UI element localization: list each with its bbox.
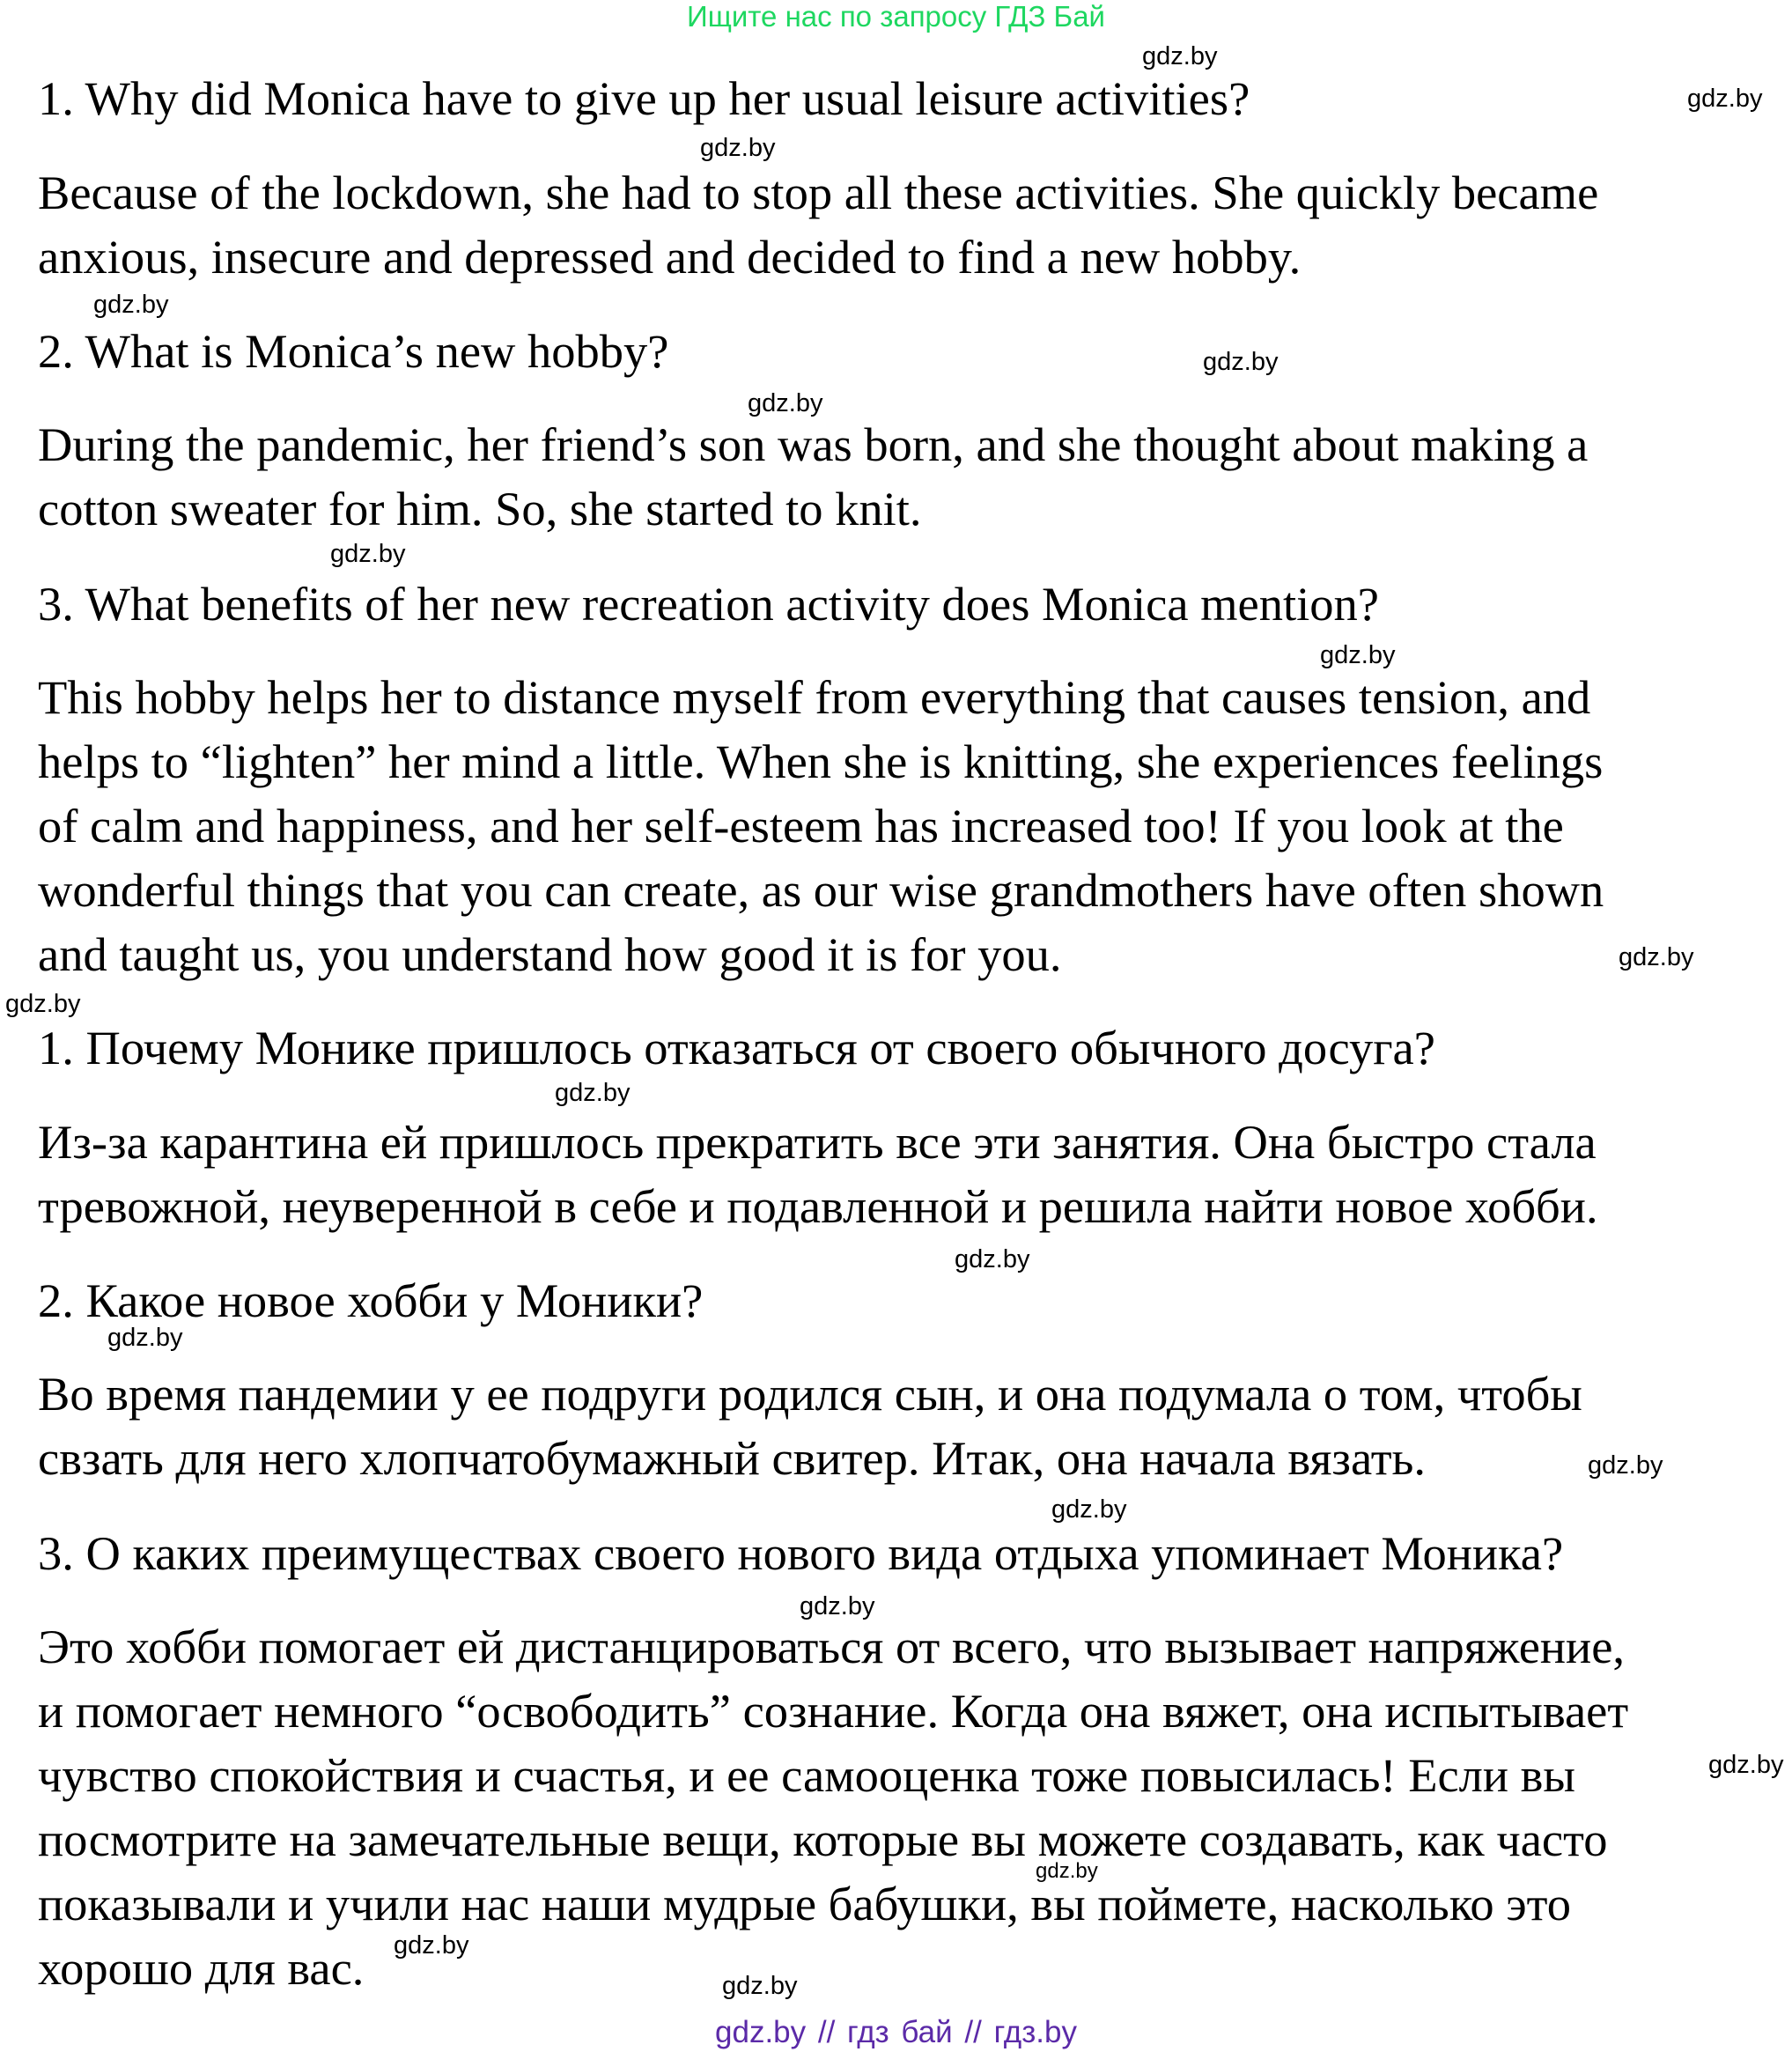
question-1-ru: 1. Почему Монике пришлось отказаться от своего обычного досуга? xyxy=(38,1021,1435,1074)
watermark: gdz.by xyxy=(93,291,169,319)
watermark: gdz.by xyxy=(1687,85,1763,113)
answer-3-ru-line-5: показывали и учили нас наши мудрые бабушки, вы поймете, насколько это xyxy=(38,1877,1572,1930)
watermark: gdz.by xyxy=(748,389,823,417)
answer-1-ru-line-1: Из-за карантина ей пришлось прекратить все эти занятия. Она быстро стала xyxy=(38,1115,1597,1169)
answer-3-en-line-3: of calm and happiness, and her self-esteem has increased too! If you look at the xyxy=(38,799,1564,853)
answer-2-en-line-2: cotton sweater for him. So, she started to knit. xyxy=(38,482,922,535)
watermark: gdz.by xyxy=(394,1931,469,1960)
answer-3-en-line-1: This hobby helps her to distance myself from everything that causes tension, and xyxy=(38,670,1591,724)
question-2-ru: 2. Какое новое хобби у Моники? xyxy=(38,1273,704,1327)
watermark: gdz.by xyxy=(5,990,81,1018)
watermark: gdz.by xyxy=(1051,1495,1127,1524)
answer-2-ru-line-2: свзать для него хлопчатобумажный свитер. Итак, она начала вязать. xyxy=(38,1431,1427,1485)
site-banner: Ищите нас по запросу ГДЗ Бай xyxy=(687,0,1105,33)
footer-links: gdz.by // гдз бай // гдз.by xyxy=(715,2015,1077,2049)
watermark: gdz.by xyxy=(955,1245,1030,1273)
watermark: gdz.by xyxy=(1708,1751,1784,1779)
watermark: gdz.by xyxy=(107,1324,183,1352)
answer-3-en-line-5: and taught us, you understand how good it is for you. xyxy=(38,927,1062,981)
watermark: gdz.by xyxy=(1142,42,1218,70)
watermark: gdz.by xyxy=(700,134,776,162)
answer-3-en-line-4: wonderful things that you can create, as our wise grandmothers have often shown xyxy=(38,863,1604,917)
watermark: gdz.by xyxy=(1203,348,1279,376)
answer-2-ru-line-1: Во время пандемии у ее подруги родился сын, и она подумала о том, чтобы xyxy=(38,1367,1582,1421)
answer-2-en-line-1: During the pandemic, her friend’s son was born, and she thought about making a xyxy=(38,417,1589,471)
answer-3-ru-line-4: посмотрите на замечательные вещи, которые вы можете создавать, как часто xyxy=(38,1812,1608,1866)
answer-3-en-line-2: helps to “lighten” her mind a little. When she is knitting, she experiences feelings xyxy=(38,734,1604,788)
watermark: gdz.by xyxy=(800,1592,875,1620)
answer-1-en-line-2: anxious, insecure and depressed and decided to find a new hobby. xyxy=(38,230,1302,284)
answer-3-ru-line-1: Это хобби помогает ей дистанцироваться от всего, что вызывает напряжение, xyxy=(38,1620,1626,1673)
watermark: gdz.by xyxy=(1588,1451,1663,1480)
answer-3-ru-line-2: и помогает немного “освободить” сознание. Когда она вяжет, она испытывает xyxy=(38,1684,1629,1738)
watermark: gdz.by xyxy=(1619,943,1694,971)
answer-1-ru-line-2: тревожной, неуверенной в себе и подавленной и решила найти новое хобби. xyxy=(38,1179,1598,1233)
answer-3-ru-line-6: хорошо для вас. xyxy=(38,1941,365,1995)
question-1-en: 1. Why did Monica have to give up her usual leisure activities? xyxy=(38,71,1250,125)
question-3-en: 3. What benefits of her new recreation activity does Monica mention? xyxy=(38,577,1379,631)
watermark: gdz.by xyxy=(722,1972,798,2000)
answer-1-en-line-1: Because of the lockdown, she had to stop all these activities. She quickly became xyxy=(38,166,1599,219)
watermark: gdz.by xyxy=(555,1079,631,1107)
watermark: gdz.by xyxy=(1320,641,1396,669)
question-2-en: 2. What is Monica’s new hobby? xyxy=(38,324,669,378)
watermark: gdz.by xyxy=(330,540,406,568)
question-3-ru: 3. О каких преимуществах своего нового вида отдыха упоминает Моника? xyxy=(38,1526,1564,1580)
answer-3-ru-line-3: чувство спокойствия и счастья, и ее самооценка тоже повысилась! Если вы xyxy=(38,1748,1576,1802)
watermark: gdz.by xyxy=(1036,1859,1098,1883)
